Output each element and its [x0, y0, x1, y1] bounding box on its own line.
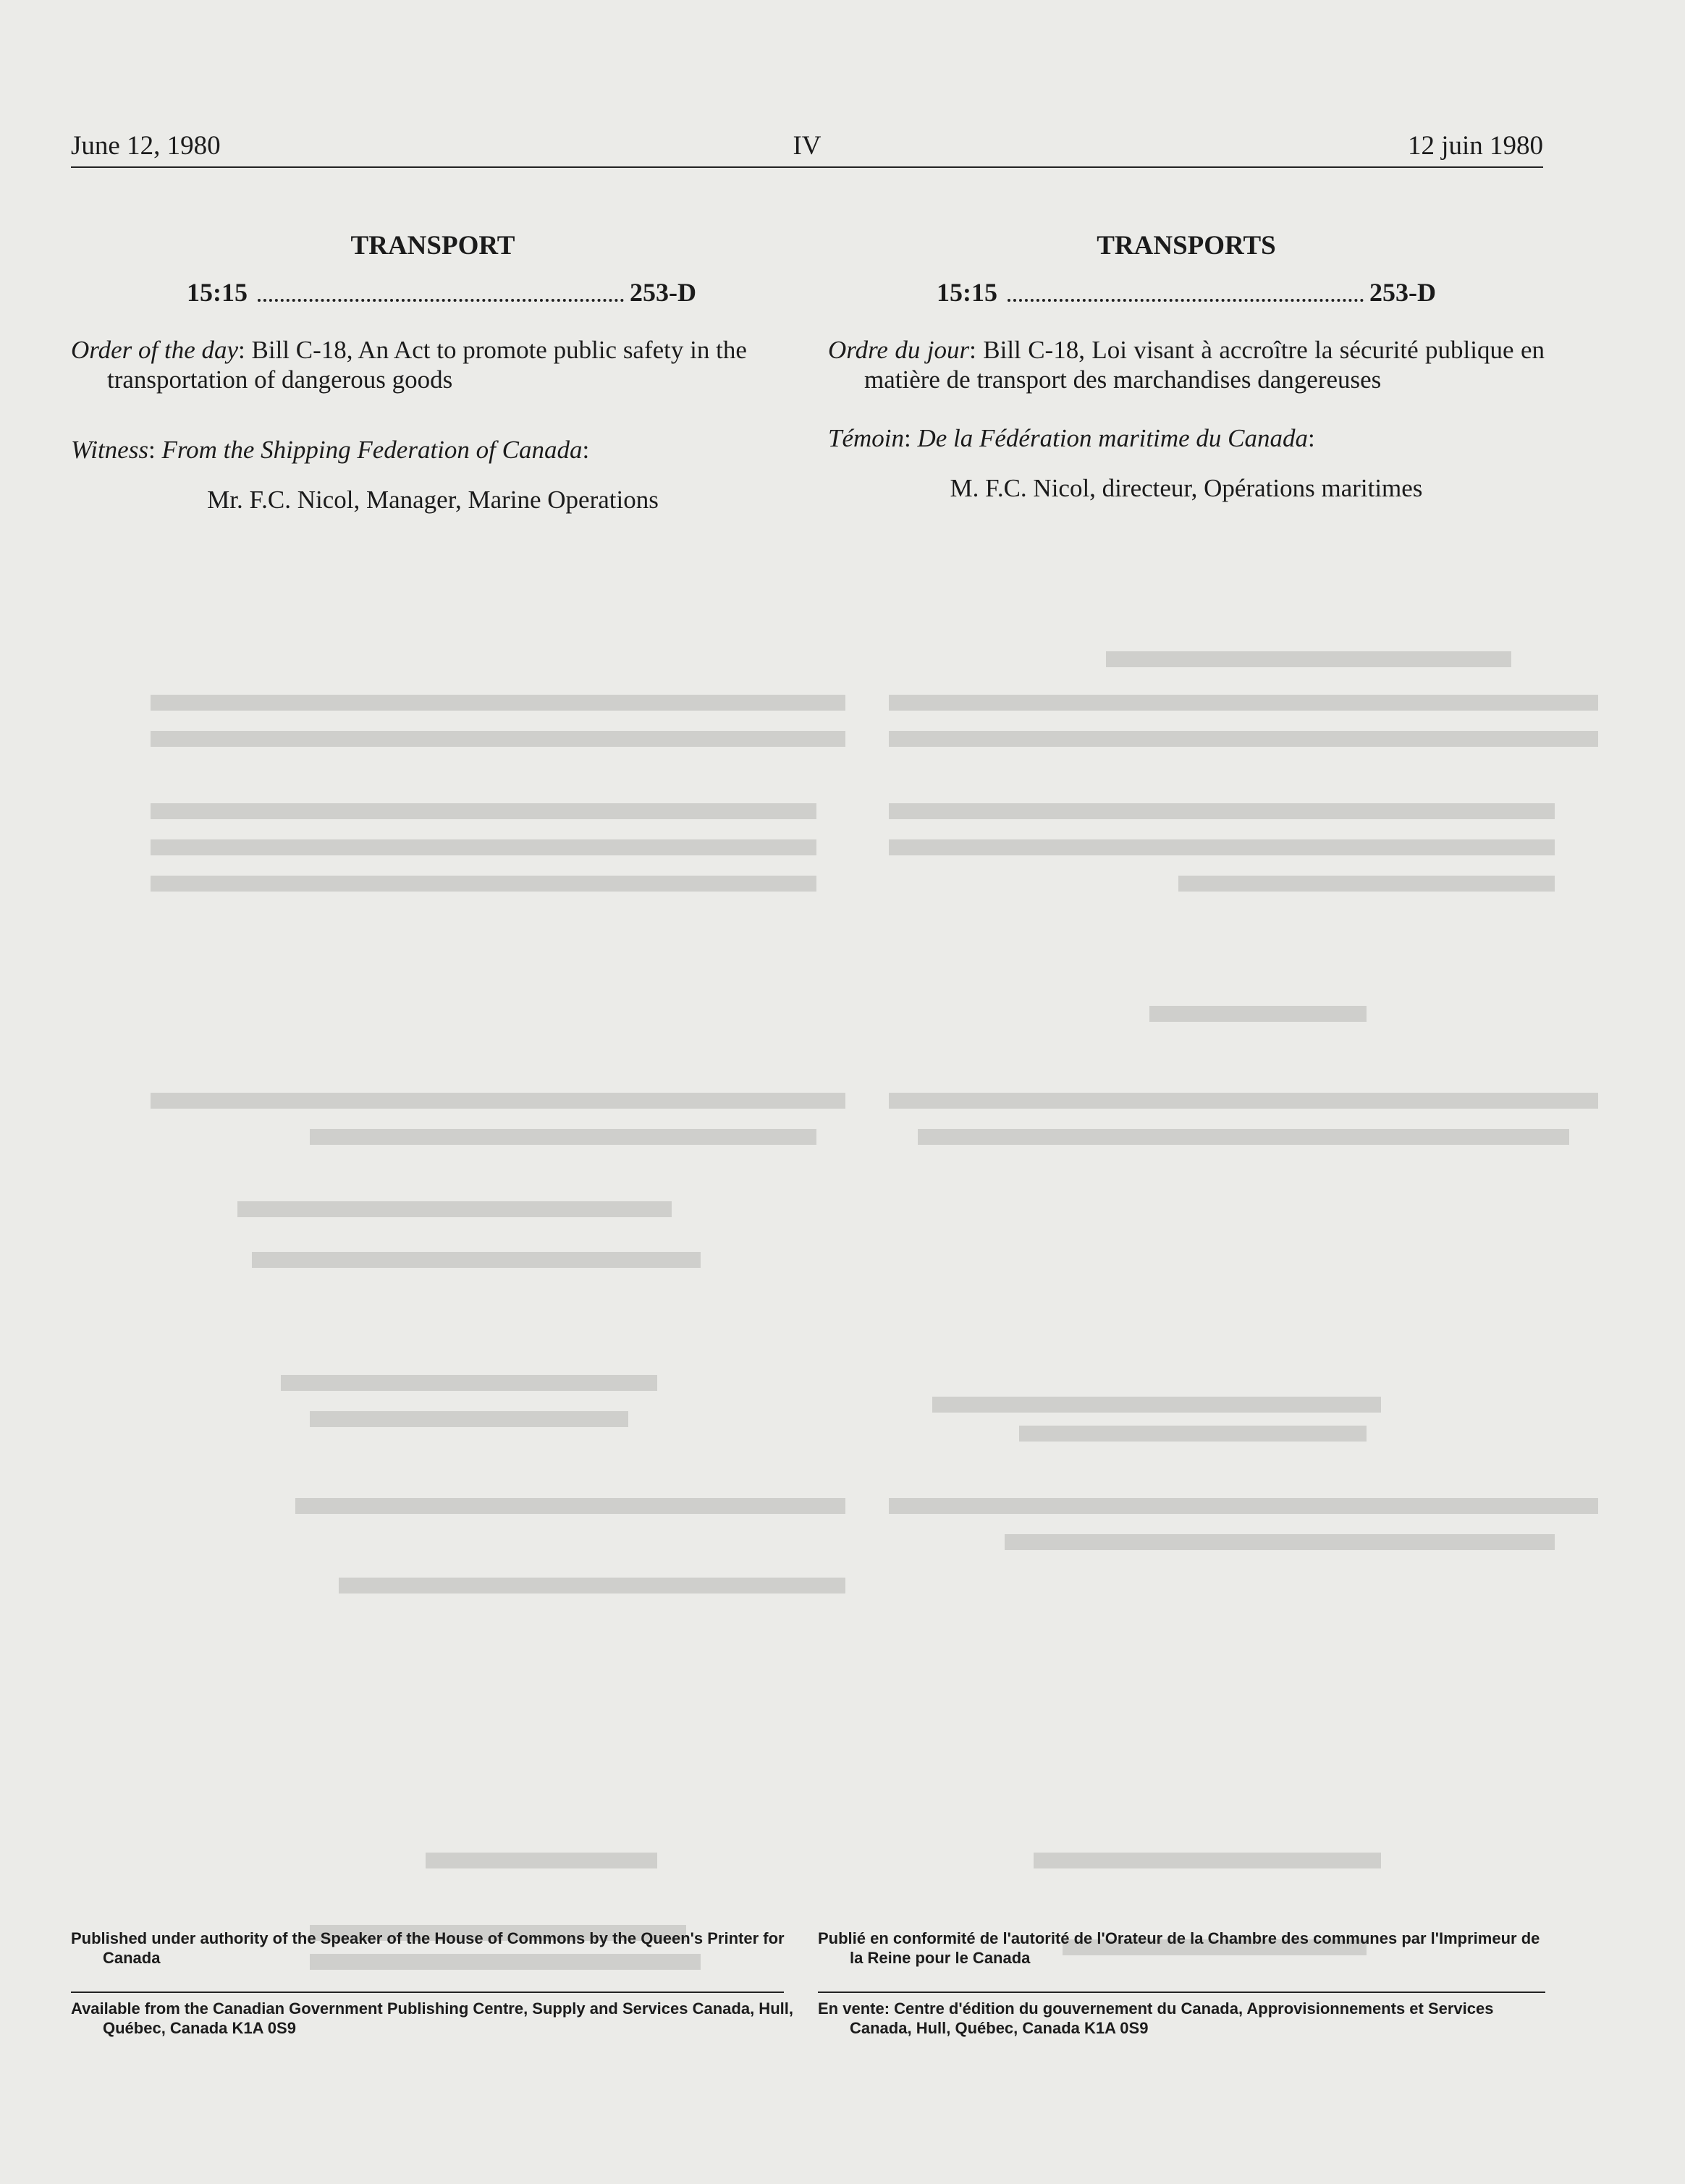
availability-note-french — [818, 1999, 1545, 2038]
committee-title: TRANSPORT — [350, 231, 515, 261]
witness-end: : — [582, 436, 590, 464]
available-from: En vente: Centre d'édition du gouvernement du Canada, Approvisionnements et Services Canada, Hull, Québec, Canada K1A 0S9 — [818, 1999, 1494, 2037]
witness-organization: From the Shipping Federation of Canada — [161, 436, 583, 464]
witness-names: M. F.C. Nicol, directeur, Opérations maritimes — [950, 474, 1423, 502]
meeting-time: 15:15 — [187, 278, 248, 307]
dot-leader — [1008, 277, 1364, 302]
published-by: Published under authority of the Speaker of the House of Commons by the Queen's Printer for Canada — [71, 1929, 785, 1967]
witness-names: Mr. F.C. Nicol, Manager, Marine Operations — [207, 486, 659, 514]
witness-colon: : — [148, 436, 162, 464]
dot-leader — [258, 277, 624, 302]
french-column — [828, 230, 1545, 503]
witness-label: Witness — [71, 436, 148, 464]
publisher-note-english — [71, 1929, 798, 1968]
header-date-english: June 12, 1980 — [71, 131, 221, 161]
running-header — [71, 130, 1543, 168]
available-from: Available from the Canadian Government Publishing Centre, Supply and Services Canada, Hull, Québec, Canada K1A 0S9 — [71, 1999, 793, 2037]
witness-colon: : — [904, 424, 918, 452]
order-text: : Bill C-18, Loi visant à accroître la sécurité publique en matière de transport des marchandises dangereuses — [864, 336, 1545, 394]
meeting-entry — [187, 277, 696, 308]
meeting-room: 253-D — [1369, 278, 1436, 307]
footer-divider — [71, 1992, 784, 1993]
header-page-number: IV — [793, 131, 822, 161]
header-date-french: 12 juin 1980 — [1407, 131, 1543, 161]
meeting-room: 253-D — [630, 278, 696, 307]
witness-line — [828, 423, 1545, 453]
order-text: : Bill C-18, An Act to promote public safety in the transportation of dangerous goods — [107, 336, 747, 394]
published-by: Publié en conformité de l'autorité de l'Orateur de la Chambre des communes par l'Imprimeur de la Reine pour le Canada — [818, 1929, 1540, 1967]
witness-line — [71, 435, 795, 465]
witness-label: Témoin — [828, 424, 904, 452]
witness-end: : — [1308, 424, 1315, 452]
order-of-the-day — [828, 335, 1545, 394]
order-label: Ordre du jour — [828, 336, 970, 364]
english-column — [71, 230, 795, 515]
meeting-entry — [937, 277, 1436, 308]
footer-divider — [818, 1992, 1545, 1993]
availability-note-english — [71, 1999, 798, 2038]
publisher-note-french — [818, 1929, 1545, 1968]
order-label: Order of the day — [71, 336, 239, 364]
order-of-the-day — [71, 335, 795, 394]
witness-organization: De la Fédération maritime du Canada — [917, 424, 1309, 452]
committee-title: TRANSPORTS — [1097, 231, 1276, 261]
meeting-time: 15:15 — [937, 278, 997, 307]
